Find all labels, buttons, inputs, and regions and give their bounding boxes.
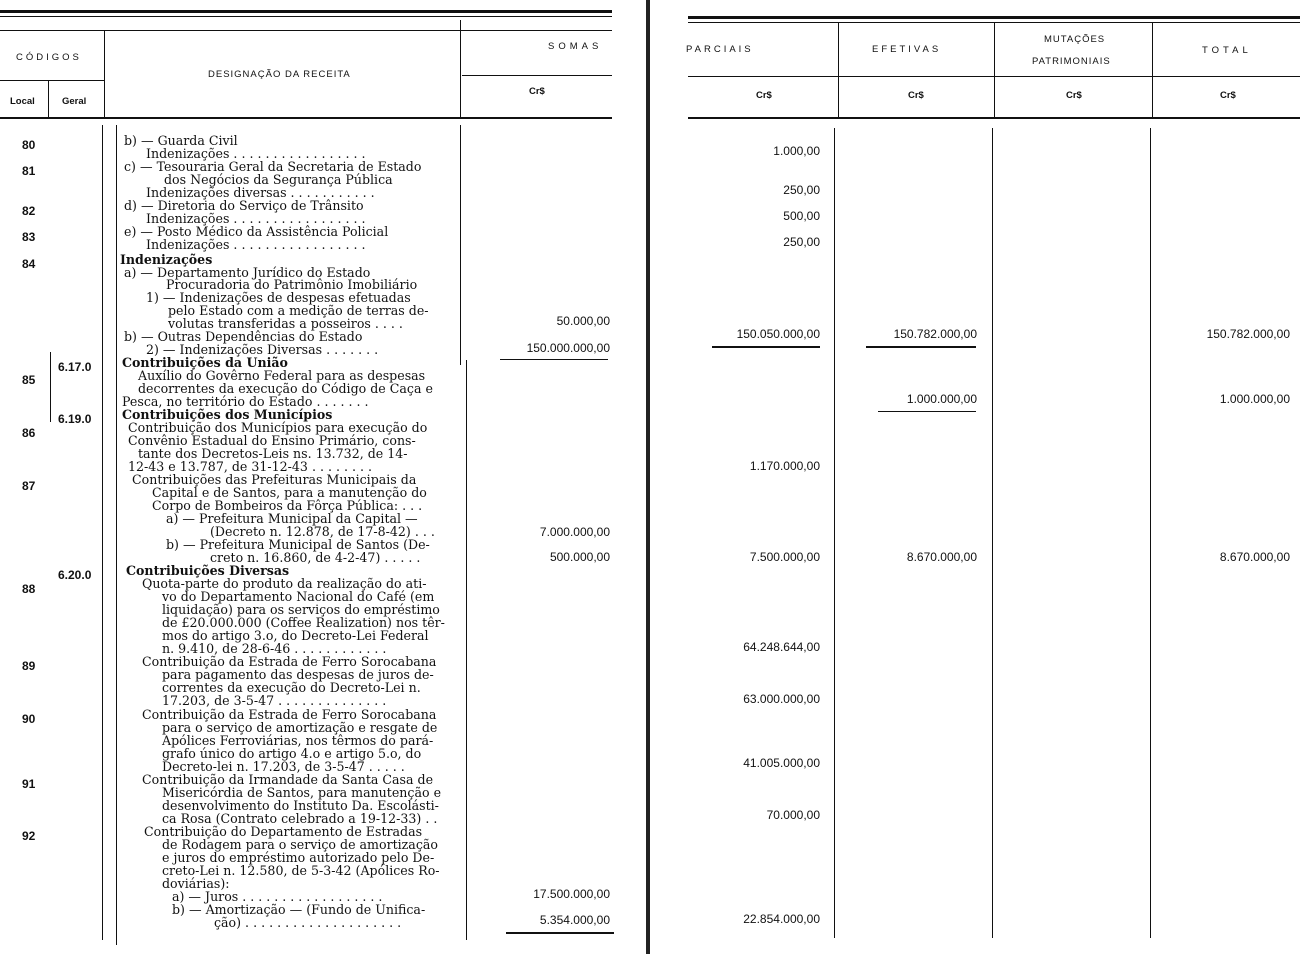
col-divider-codes: [104, 30, 105, 118]
right-col-divider-1: [838, 22, 839, 118]
designation-line: dos Negócios da Segurança Pública: [164, 172, 393, 187]
total-value: 1.000.000,00: [1219, 392, 1290, 406]
gutter-line: [646, 0, 650, 954]
parciais-value: 250,00: [783, 235, 820, 249]
designation-line: b) — Amortização — (Fundo de Unifica-: [172, 902, 426, 917]
designation-line: Misericórdia de Santos, para manutenção e: [162, 785, 442, 800]
col-divider-somas: [460, 20, 461, 118]
designation-line: ca Rosa (Contrato celebrado a 19-12-33) . .: [162, 811, 438, 826]
local-code: 85: [22, 373, 36, 387]
body-divider-desig-right: [460, 125, 461, 365]
parciais-value: 1.170.000,00: [749, 459, 820, 473]
geral-code: 6.19.0: [58, 412, 92, 426]
designation-line: Indenizações . . . . . . . . . . . . . . . . .: [146, 237, 366, 252]
parciais-value: 63.000.000,00: [743, 692, 820, 706]
designation-line: a) — Juros . . . . . . . . . . . . . . . . . .: [172, 889, 383, 904]
parciais-value: 150.050.000,00: [736, 327, 820, 341]
designation-line: Decreto-lei n. 17.203, de 3-5-47 . . . . .: [162, 759, 405, 774]
left-top-rule-thin: [0, 16, 612, 17]
somas-value: 7.000.000,00: [539, 525, 610, 539]
designation-line: Indenizações: [120, 252, 213, 267]
designation-line: mos do artigo 3.o, do Decreto-Lei Federal: [162, 628, 429, 643]
right-col-divider-3: [1152, 22, 1153, 118]
efetivas-value: 1.000.000,00: [906, 392, 977, 406]
header-parciais-unit: Cr$: [756, 90, 772, 101]
designation-line: volutas transferidas a posseiros . . . .: [168, 316, 403, 331]
right-subtotal-rule-2: [866, 346, 976, 348]
designation-line: Contribuições das Prefeituras Municipais da: [132, 472, 417, 487]
body-divider-desig: [116, 125, 117, 945]
local-code: 92: [22, 829, 36, 843]
local-code: 91: [22, 777, 36, 791]
right-body-divider-3: [1150, 128, 1151, 938]
designation-line: Contribuições Diversas: [126, 563, 290, 578]
local-code: 83: [22, 230, 36, 244]
designation-line: vo do Departamento Nacional do Café (em: [162, 589, 435, 604]
designation-line: Indenizações . . . . . . . . . . . . . . . . .: [146, 211, 366, 226]
somas-value: 150.000.000,00: [526, 341, 610, 355]
designation-line: 1) — Indenizações de despesas efetuadas: [146, 290, 411, 305]
parciais-value: 70.000,00: [766, 808, 820, 822]
designation-line: correntes da execução do Decreto-Lei n.: [162, 680, 421, 695]
header-total: TOTAL: [1202, 45, 1252, 56]
designation-line: Indenizações diversas . . . . . . . . . . .: [146, 185, 375, 200]
header-somas-unit: Cr$: [529, 86, 545, 97]
header-geral: Geral: [62, 96, 87, 107]
designation-line: creto-Lei n. 12.580, de 5-3-42 (Apólices Ro-: [162, 863, 440, 878]
somas-value: 500.000,00: [549, 550, 610, 564]
left-header-bottom-rule: [0, 117, 612, 119]
parciais-value: 1.000,00: [773, 144, 820, 158]
designation-line: Pesca, no território do Estado . . . . . . .: [122, 394, 369, 409]
somas-value: 17.500.000,00: [533, 887, 610, 901]
designation-line: 17.203, de 3-5-47 . . . . . . . . . . . . . .: [162, 693, 387, 708]
subtotal-rule-1: [500, 359, 608, 360]
subtotal-rule-2: [506, 932, 614, 934]
designation-line: Contribuição da Irmandade da Santa Casa de: [142, 772, 434, 787]
parciais-value: 22.854.000,00: [743, 912, 820, 926]
col-divider-local-geral: [48, 80, 49, 118]
right-top-rule: [688, 16, 1300, 19]
header-designacao: DESIGNAÇÃO DA RECEITA: [208, 69, 351, 80]
body-divider-local: [50, 352, 51, 422]
geral-code: 6.20.0: [58, 568, 92, 582]
designation-line: decorrentes da execução do Código de Caça e: [138, 381, 433, 396]
local-code: 88: [22, 582, 36, 596]
designation-line: de Rodagem para o serviço de amortização: [162, 837, 438, 852]
local-code: 89: [22, 659, 36, 673]
somas-value: 5.354.000,00: [539, 913, 610, 927]
header-mutacoes-1: MUTAÇÕES: [1044, 34, 1106, 45]
parciais-value: 500,00: [783, 209, 820, 223]
local-code: 90: [22, 712, 36, 726]
header-local: Local: [10, 96, 35, 107]
designation-line: Procuradoria do Patrimônio Imobiliário: [166, 277, 418, 292]
designation-line: Convênio Estadual do Ensino Primário, cons-: [128, 433, 416, 448]
efetivas-value: 150.782.000,00: [893, 327, 977, 341]
parciais-value: 250,00: [783, 183, 820, 197]
somas-value: 50.000,00: [556, 314, 610, 328]
local-code: 81: [22, 164, 36, 178]
designation-line: Auxílio do Govêrno Federal para as despesas: [138, 368, 426, 383]
local-code: 84: [22, 257, 36, 271]
somas-split-rule: [462, 75, 612, 76]
designation-line: Indenizações . . . . . . . . . . . . . . . . .: [146, 146, 366, 161]
designation-line: grafo único do artigo 4.o e artigo 5.o, do: [162, 746, 422, 761]
designation-line: a) — Departamento Jurídico do Estado: [124, 265, 371, 280]
parciais-value: 64.248.644,00: [743, 640, 820, 654]
header-efetivas-unit: Cr$: [908, 90, 924, 101]
designation-line: liquidação) para os serviços do empréstimo: [162, 602, 440, 617]
header-parciais: PARCIAIS: [686, 44, 754, 55]
designation-line: c) — Tesouraria Geral da Secretaria de Estado: [124, 159, 422, 174]
designation-line: 2) — Indenizações Diversas . . . . . . .: [146, 342, 379, 357]
designation-line: a) — Prefeitura Municipal da Capital —: [166, 511, 418, 526]
designation-line: Capital e de Santos, para a manutenção do: [152, 485, 427, 500]
designation-line: Contribuições da União: [122, 355, 288, 370]
designation-line: n. 9.410, de 28-6-46 . . . . . . . . . . . .: [162, 641, 387, 656]
designation-line: doviárias):: [162, 876, 230, 891]
header-mutacoes-unit: Cr$: [1066, 90, 1082, 101]
designation-line: para o serviço de amortização e resgate de: [162, 720, 438, 735]
designation-line: pelo Estado com a medição de terras de-: [168, 303, 429, 318]
total-value: 8.670.000,00: [1219, 550, 1290, 564]
total-value: 150.782.000,00: [1206, 327, 1290, 341]
body-divider-desig-right-2: [466, 360, 467, 940]
geral-code: 6.17.0: [58, 360, 92, 374]
designation-line: (Decreto n. 12.878, de 17-8-42) . . .: [210, 524, 435, 539]
designation-line: e) — Posto Médico da Assistência Policial: [124, 224, 389, 239]
designation-line: b) — Outras Dependências do Estado: [124, 329, 363, 344]
designation-line: Contribuição dos Municípios para execução do: [128, 420, 428, 435]
designation-line: de £20.000.000 (Coffee Realization) nos têr-: [162, 615, 445, 630]
local-code: 86: [22, 426, 36, 440]
right-body-divider-1: [834, 128, 835, 938]
local-code: 82: [22, 204, 36, 218]
efetivas-value: 8.670.000,00: [906, 550, 977, 564]
designation-line: Corpo de Bombeiros da Fôrça Pública: . . .: [152, 498, 423, 513]
designation-line: Apólices Ferroviárias, nos têrmos do pará-: [162, 733, 434, 748]
header-total-unit: Cr$: [1220, 90, 1236, 101]
designation-line: para pagamento das despesas de juros de-: [162, 667, 434, 682]
local-code: 80: [22, 138, 36, 152]
parciais-value: 41.005.000,00: [743, 756, 820, 770]
designation-line: Contribuições dos Municípios: [122, 407, 333, 422]
header-mutacoes-2: PATRIMONIAIS: [1032, 56, 1111, 67]
designation-line: Contribuição do Departamento de Estradas: [144, 824, 423, 839]
local-code: 87: [22, 479, 36, 493]
header-codigos: CÓDIGOS: [16, 52, 82, 63]
left-top-rule: [0, 10, 612, 13]
designation-line: ção) . . . . . . . . . . . . . . . . . . . .: [214, 915, 402, 930]
header-efetivas: EFETIVAS: [872, 44, 942, 55]
designation-line: b) — Guarda Civil: [124, 133, 238, 148]
body-divider-geral: [102, 125, 103, 940]
designation-line: e juros do empréstimo autorizado pelo De-: [162, 850, 435, 865]
designation-line: d) — Diretoria do Serviço de Trânsito: [124, 198, 364, 213]
designation-line: 12-43 e 13.787, de 31-12-43 . . . . . . . .: [128, 459, 372, 474]
designation-line: creto n. 16.860, de 4-2-47) . . . . .: [210, 550, 421, 565]
left-header-rule: [0, 30, 612, 31]
right-col-divider-2: [994, 22, 995, 118]
parciais-value: 7.500.000,00: [749, 550, 820, 564]
designation-line: tante dos Decretos-Leis ns. 13.732, de 14-: [138, 446, 408, 461]
header-somas: SOMAS: [548, 41, 603, 52]
designation-line: Contribuição da Estrada de Ferro Sorocabana: [142, 707, 437, 722]
designation-line: b) — Prefeitura Municipal de Santos (De-: [166, 537, 430, 552]
designation-line: Quota-parte do produto da realização do ati-: [142, 576, 427, 591]
right-subtotal-rule-1: [712, 346, 820, 348]
codes-split-rule: [0, 80, 104, 81]
designation-line: desenvolvimento do Instituto Da. Escolásti-: [162, 798, 439, 813]
right-body-divider-2: [992, 128, 993, 938]
right-subtotal-rule-3: [878, 411, 976, 412]
designation-line: Contribuição da Estrada de Ferro Sorocabana: [142, 654, 437, 669]
